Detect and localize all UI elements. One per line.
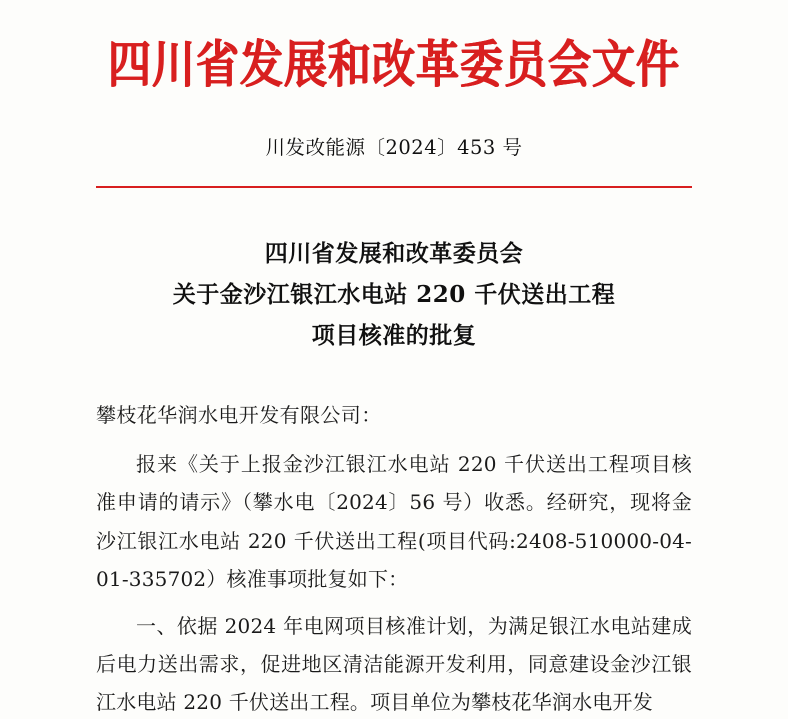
body-paragraph-1: 报来《关于上报金沙江银江水电站 220 千伏送出工程项目核准申请的请示》（攀水电〔2024〕56 号）收悉。经研究，现将金沙江银江水电站 220 千伏送出工程(项目代码:2408-510000-04-01-335702）核准事项批复如下： (96, 452, 692, 592)
document-number: 川发改能源〔2024〕453 号 (265, 135, 523, 159)
title-line-3: 项目核准的批复 (311, 322, 477, 350)
document-title (96, 234, 692, 357)
body-paragraph-2: 一、依据 2024 年电网项目核准计划，为满足银江水电站建成后电力送出需求，促进地区清洁能源开发利用，同意建设金沙江银江水电站 220 千伏送出工程。项目单位为攀枝花华润水电开发 (96, 613, 692, 715)
recipient-line: 攀枝花华润水电开发有限公司： (96, 403, 382, 428)
issuing-authority-banner: 四川省发展和改革委员会文件 (108, 36, 680, 95)
red-divider-rule (96, 186, 692, 189)
title-line-1: 四川省发展和改革委员会 (264, 240, 524, 268)
document-header (96, 0, 692, 95)
title-line-2: 关于金沙江银江水电站 220 千伏送出工程 (172, 281, 616, 309)
